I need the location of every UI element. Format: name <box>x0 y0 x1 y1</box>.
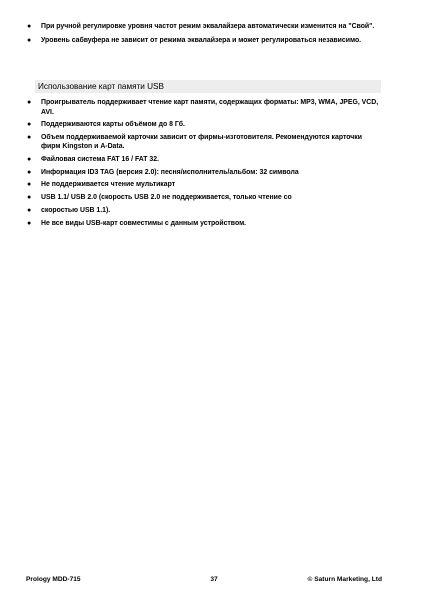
footer-model: Prology MDD-715 <box>26 576 81 583</box>
list-item <box>26 22 382 32</box>
bullet-icon: ● <box>27 219 32 227</box>
bullet-text: При ручной регулировке уровня частот режим эквалайзера автоматически изменится на "Свой". <box>41 23 375 30</box>
bullet-icon: ● <box>27 23 32 30</box>
bullet-text: Проигрыватель поддерживает чтение карт памяти, содержащих форматы: MP3, WMA, JPEG, VCD, AVI. <box>41 99 379 116</box>
list-item <box>26 98 382 117</box>
bullet-icon: ● <box>27 156 32 164</box>
bullet-text: скоростью USB 1.1). <box>41 206 111 214</box>
list-item <box>26 180 382 190</box>
bullet-text: USB 1.1/ USB 2.0 (скорость USB 2.0 не поддерживается, только чтение со <box>41 194 292 202</box>
list-item <box>26 206 382 216</box>
bullet-icon: ● <box>27 133 32 141</box>
bullet-icon: ● <box>27 99 32 106</box>
list-item <box>26 168 382 178</box>
bullet-text: Не поддерживается чтение мультикарт <box>41 181 176 189</box>
bullet-icon: ● <box>27 194 32 202</box>
bullet-text: Объем поддерживаемой карточки зависит от фирмы-изготовителя. Рекомендуются карточки фирм Kingston и A-Data. <box>41 133 362 151</box>
bullet-icon: ● <box>27 36 32 44</box>
list-item <box>26 193 382 203</box>
bullet-icon: ● <box>27 168 32 176</box>
page-footer <box>26 575 382 585</box>
bullet-text: Информация ID3 TAG (версия 2.0): песня/исполнитель/альбом: 32 символа <box>41 168 299 176</box>
bullet-icon: ● <box>27 181 32 189</box>
page-number: 37 <box>210 576 218 583</box>
list-item <box>26 120 382 130</box>
bullet-text: Не все виды USB-карт совместимы с данным устройством. <box>41 219 247 227</box>
bullet-text: Файловая система FAT 16 / FAT 32. <box>41 156 159 164</box>
list-item <box>26 133 382 152</box>
usb-bullet-list <box>26 98 382 231</box>
intro-bullet-list <box>26 22 382 49</box>
bullet-text: Поддерживаются карты объёмом до 8 Гб. <box>41 121 185 129</box>
list-item <box>26 219 382 229</box>
bullet-icon: ● <box>27 206 32 214</box>
bullet-icon: ● <box>27 121 32 129</box>
bullet-text: Уровень сабвуфера не зависит от режима эквалайзера и может регулироваться независимо. <box>41 36 362 44</box>
list-item <box>26 155 382 165</box>
list-item <box>26 36 382 46</box>
section-title: Использование карт памяти USB <box>35 80 381 93</box>
footer-copyright: © Saturn Marketing, Ltd <box>307 576 382 583</box>
